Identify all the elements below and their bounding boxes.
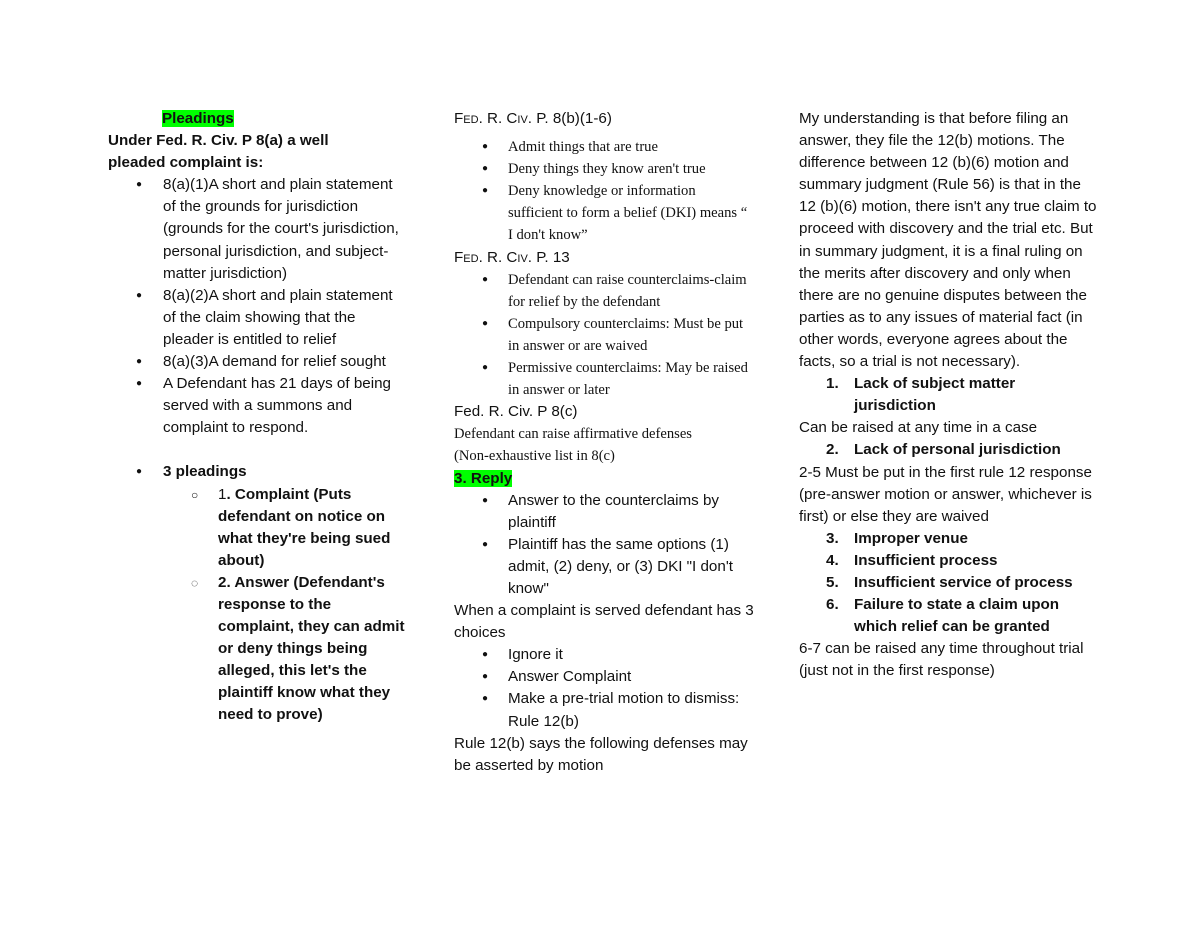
list-item: ● Answer Complaint (454, 666, 754, 688)
list-item: 5. Insufficient service of process (826, 573, 1073, 591)
rule-13-heading: Fed. R. Civ. P. 13 (454, 248, 570, 266)
list-item: ○ 1. Complaint (Puts defendant on notice on what they're being sued about) (163, 484, 408, 572)
three-pleadings-item (108, 461, 408, 726)
list-item: 1. Lack of subject matter jurisdiction (826, 375, 1016, 415)
reply-heading-line (454, 468, 754, 490)
defense-list-2 (799, 439, 1099, 461)
rule-13-list (454, 269, 754, 402)
list-item: ● Permissive counterclaims: May be raised in answer or later (454, 357, 754, 401)
defense-note-2: 2-5 Must be put in the first rule 12 response (pre-answer motion or answer, whichever is first) or else they are waived (799, 463, 1092, 525)
affirmative-defenses-line-2: (Non-exhaustive list in 8(c) (454, 448, 615, 465)
list-item: ● Compulsory counterclaims: Must be put in answer or are waived (454, 313, 754, 357)
intro-line-2: pleaded complaint is: (108, 154, 264, 172)
list-item: ● Ignore it (454, 644, 754, 666)
column-defenses (799, 108, 1099, 682)
defense-note-3: 6-7 can be raised any time throughout trial (just not in the first response) (799, 640, 1084, 680)
reply-list (454, 490, 754, 600)
choices-intro: When a complaint is served defendant has 3 choices (454, 602, 754, 642)
defense-list-1 (799, 373, 1099, 417)
reply-heading: 3. Reply (454, 469, 513, 487)
list-item: ● A Defendant has 21 days of being served with a summons and complaint to respond. (108, 373, 408, 439)
list-item: ● 8(a)(3)A demand for relief sought (108, 351, 408, 373)
rule-12b-text: Rule 12(b) says the following defenses may be asserted by motion (454, 734, 748, 774)
list-item: ◌ 2. Answer (Defendant's response to the complaint, they can admit or deny things being alleged, this let's the plaintiff know what they need to prove) (163, 572, 408, 727)
intro-line-1: Under Fed. R. Civ. P 8(a) a well (108, 132, 329, 150)
list-item: ● Answer to the counterclaims by plaintiff (454, 490, 754, 534)
understanding-paragraph: My understanding is that before filing an answer, they file the 12(b) motions. The difference between 12 (b)(6) motion and summary judgment (Rule 56) is that in the 12 (b)(6) motion, there isn't any true claim to proceed with discovery and the trial etc. But in summary judgment, it is a final ruling on the merits after discovery and only when there are no genuine disputes between the parties as to any issues of material fact (in other words, everyone agrees about the facts, so a trial is not necessary). (799, 110, 1097, 371)
list-item: ● Plaintiff has the same options (1) admit, (2) deny, or (3) DKI "I don't know" (454, 534, 754, 600)
pleadings-heading: Pleadings (162, 110, 234, 127)
column-pleadings (108, 108, 408, 727)
list-item: ● Make a pre-trial motion to dismiss: Rule 12(b) (454, 688, 754, 732)
list-item: ● Deny knowledge or information sufficient to form a belief (DKI) means “ I don't know” (454, 180, 754, 246)
rule-8b-list (454, 136, 754, 246)
pleadings-heading-line (108, 108, 408, 130)
list-item: ● Defendant can raise counterclaims-claim for relief by the defendant (454, 269, 754, 313)
list-item: 4. Insufficient process (826, 551, 998, 569)
list-item: ● Admit things that are true (454, 136, 754, 158)
choices-list (454, 644, 754, 732)
list-item: ● 8(a)(1)A short and plain statement of the grounds for jurisdiction (grounds for the court's jurisdiction, personal jurisdiction, and subject-matter jurisdiction) (108, 174, 408, 284)
three-pleadings-label: 3 pleadings (163, 463, 247, 481)
pleadings-sublist (108, 484, 408, 727)
affirmative-defenses-line-1: Defendant can raise affirmative defenses (454, 426, 692, 443)
rule-8c-heading: Fed. R. Civ. P 8(c) (454, 403, 578, 421)
list-item: 2. Lack of personal jurisdiction (826, 441, 1061, 459)
list-item: ● 8(a)(2)A short and plain statement of the claim showing that the pleader is entitled to relief (108, 285, 408, 351)
column-rules (454, 108, 754, 777)
complaint-requirements-list (108, 174, 408, 726)
defense-note-1: Can be raised at any time in a case (799, 419, 1038, 437)
rule-8b-heading: Fed. R. Civ. P. 8(b)(1-6) (454, 110, 612, 127)
defense-list-3 (799, 528, 1099, 638)
list-item: 6. Failure to state a claim upon which relief can be granted (826, 596, 1060, 636)
list-item: ● Deny things they know aren't true (454, 158, 754, 180)
list-item: 3. Improper venue (826, 529, 968, 547)
